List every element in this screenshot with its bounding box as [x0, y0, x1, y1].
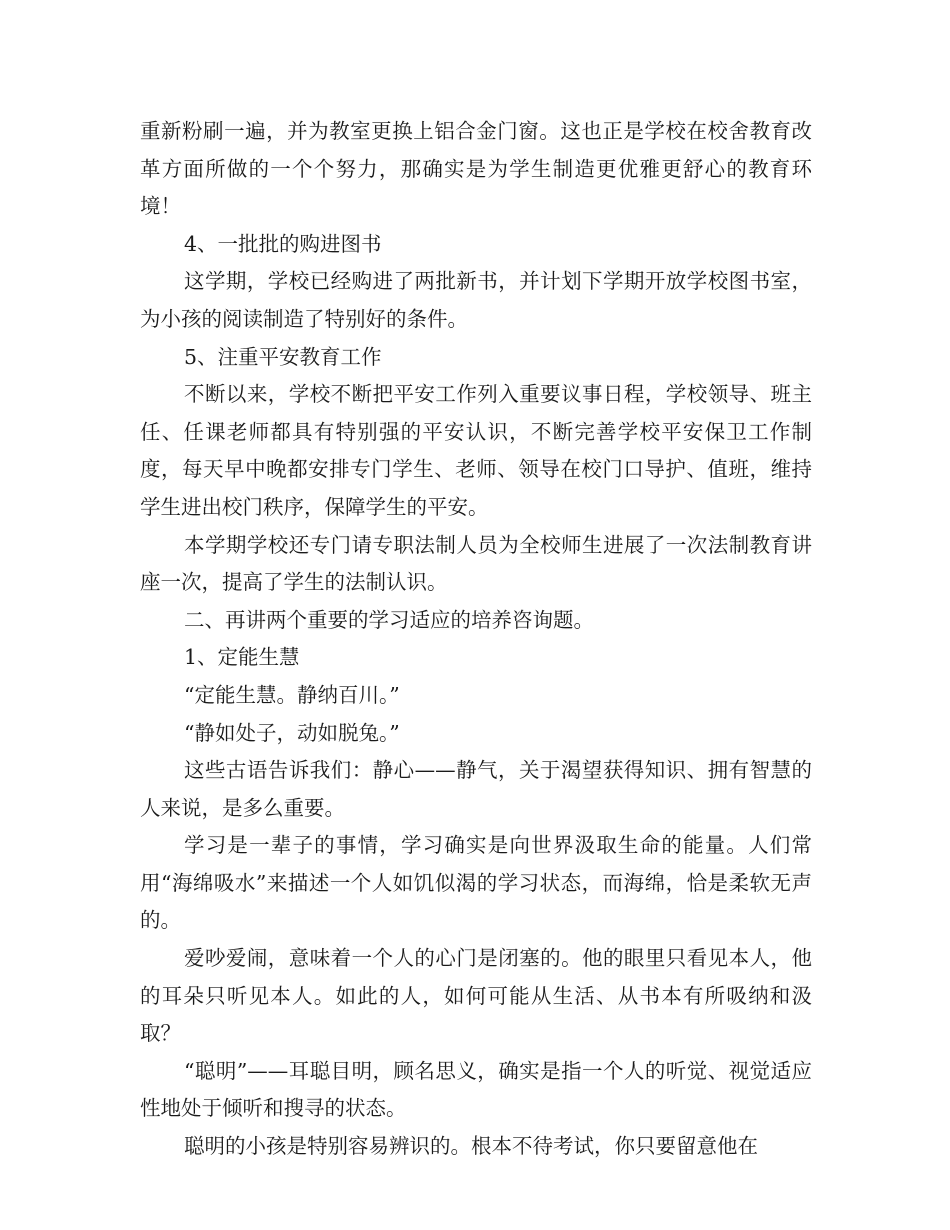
paragraph-8: “聪明”——耳聪目明，顾名思义，确实是指一个人的听觉、视觉适应性地处于倾听和搜寻的状态。 [140, 1058, 812, 1121]
quote-1: “定能生慧。静纳百川。” [184, 682, 400, 707]
paragraph-7: 爱吵爱闹，意味着一个人的心门是闭塞的。他的眼里只看见本人，他的耳朵只听见本人。如此的人，如何可能从生活、从书本有所吸纳和汲取？ [140, 946, 812, 1046]
paragraph-9: 聪明的小孩是特别容易辨识的。根本不待考试，你只要留意他在 [184, 1134, 758, 1159]
paragraph-1: 重新粉刷一遍，并为教室更换上铝合金门窗。这也正是学校在校舍教育改革方面所做的一个个努力，那确实是为学生制造更优雅更舒心的教育环境！ [140, 119, 812, 219]
section-heading-5: 5、注重平安教育工作 [184, 344, 382, 369]
paragraph-5: 这些古语告诉我们：静心——静气，关于渴望获得知识、拥有智慧的人来说，是多么重要。 [140, 758, 812, 820]
paragraph-3: 不断以来，学校不断把平安工作列入重要议事日程，学校领导、班主任、任课老师都具有特别强的平安认识，不断完善学校平安保卫工作制度，每天早中晚都安排专门学生、老师、领导在校门口导护、值班，维持学生进出校门秩序，保障学生的平安。 [140, 382, 812, 519]
paragraph-6: 学习是一辈子的事情，学习确实是向世界汲取生命的能量。人们常用“海绵吸水”来描述一个人如饥似渴的学习状态，而海绵，恰是柔软无声的。 [140, 833, 812, 933]
subheading-1: 1、定能生慧 [184, 645, 300, 670]
quote-2: “静如处子，动如脱兔。” [184, 720, 400, 745]
paragraph-2: 这学期，学校已经购进了两批新书，并计划下学期开放学校图书室，为小孩的阅读制造了特别好的条件。 [140, 269, 812, 331]
document-body [140, 113, 812, 1166]
section-heading-2: 二、再讲两个重要的学习适应的培养咨询题。 [184, 607, 594, 632]
paragraph-4: 本学期学校还专门请专职法制人员为全校师生进展了一次法制教育讲座一次，提高了学生的法制认识。 [140, 532, 812, 595]
section-heading-4: 4、一批批的购进图书 [184, 231, 382, 256]
